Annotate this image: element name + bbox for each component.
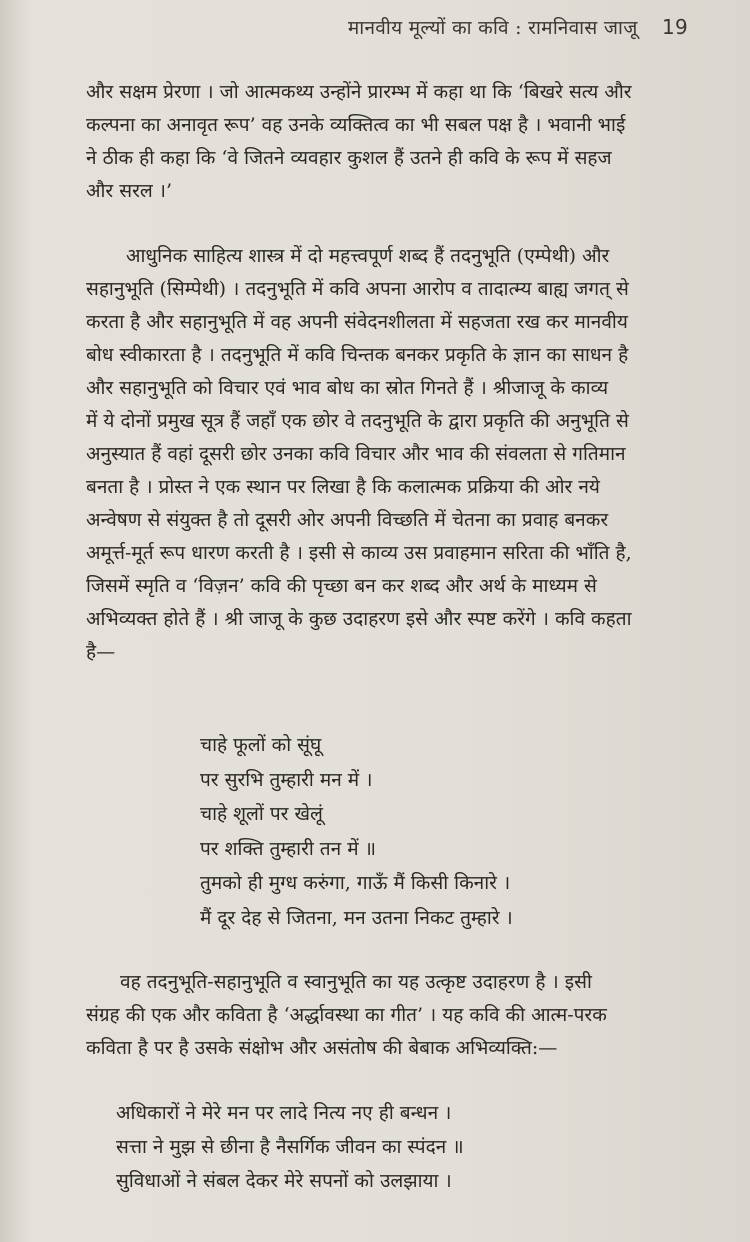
text-line: अमूर्त्त-मूर्त रूप धारण करती है । इसी से काव्य उस प्रवाहमान सरिता की भाँति है, bbox=[86, 542, 632, 564]
text-line: अन्वेषण से संयुक्त है तो दूसरी ओर अपनी विच्छति में चेतना का प्रवाह बनकर bbox=[86, 509, 609, 531]
text-line: और सरल ।’ bbox=[86, 180, 173, 202]
text-line: अनुस्यात हैं वहां दूसरी छोर उनका कवि विचार और भाव की संवलता से गतिमान bbox=[86, 443, 626, 465]
text-line: आधुनिक साहित्य शास्त्र में दो महत्त्वपूर्ण शब्द हैं तदनुभूति (एम्पेथी) और bbox=[126, 245, 610, 267]
paragraph-3 bbox=[86, 966, 708, 1065]
text-line: और सहानुभूति को विचार एवं भाव बोध का स्रोत गिनते हैं । श्रीजाजू के काव्य bbox=[86, 377, 609, 399]
verse-line: तुमको ही मुग्ध करुंगा, गाऊँ मैं किसी किनारे । bbox=[200, 872, 511, 894]
verse-line: पर शक्ति तुम्हारी तन में ॥ bbox=[200, 837, 377, 860]
text-line: में ये दोनों प्रमुख सूत्र हैं जहाँ एक छोर वे तदनुभूति के द्वारा प्रकृति की अनुभूति से bbox=[86, 410, 629, 432]
text-line: है— bbox=[86, 641, 116, 663]
verse-line: चाहे शूलों पर खेलूं bbox=[200, 803, 323, 825]
page-number: 19 bbox=[661, 15, 688, 39]
verse-line: पर सुरभि तुम्हारी मन में । bbox=[200, 768, 373, 791]
verse-line: सुविधाओं ने संबल देकर मेरे सपनों को उलझाया । bbox=[116, 1170, 452, 1192]
text-line: अभिव्यक्त होते हैं । श्री जाजू के कुछ उदाहरण इसे और स्पष्ट करेंगे । कवि कहता bbox=[86, 608, 632, 630]
verse-line: अधिकारों ने मेरे मन पर लादे नित्य नए ही बन्धन । bbox=[116, 1102, 452, 1124]
text-line: ने ठीक ही कहा कि ‘वे जितने व्यवहार कुशल हैं उतने ही कवि के रूप में सहज bbox=[86, 147, 612, 169]
text-line: जिसमें स्मृति व ‘विज़न’ कवि की पृच्छा बन कर शब्द और अर्थ के माध्यम से bbox=[86, 575, 597, 597]
running-title: मानवीय मूल्यों का कवि : रामनिवास जाजू bbox=[347, 17, 638, 39]
text-line: करता है और सहानुभूति में वह अपनी संवेदनशीलता में सहजता रख कर मानवीय bbox=[86, 311, 628, 333]
verse-quote-1 bbox=[200, 728, 513, 935]
paragraph-1 bbox=[86, 76, 708, 208]
text-line: और सक्षम प्रेरणा । जो आत्मकथ्य उन्होंने प्रारम्भ में कहा था कि ‘बिखरे सत्य और bbox=[86, 81, 632, 103]
page-header bbox=[348, 14, 688, 40]
verse-line: सत्ता ने मुझ से छीना है नैसर्गिक जीवन का स्पंदन ॥ bbox=[116, 1136, 464, 1158]
verse-line: चाहे फूलों को सूंघू bbox=[200, 734, 322, 756]
text-line: बनता है । प्रोस्त ने एक स्थान पर लिखा है कि कलात्मक प्रक्रिया की ओर नये bbox=[86, 476, 600, 498]
paragraph-2 bbox=[86, 240, 708, 669]
text-line: सहानुभूति (सिम्पेथी) । तदनुभूति में कवि अपना आरोप व तादात्म्य बाह्य जगत् से bbox=[86, 278, 629, 300]
text-line: वह तदनुभूति-सहानुभूति व स्वानुभूति का यह उत्कृष्ट उदाहरण है । इसी bbox=[120, 971, 592, 993]
verse-quote-2 bbox=[116, 1096, 464, 1198]
text-line: कविता है पर है उसके संक्षोभ और असंतोष की बेबाक अभिव्यक्ति:— bbox=[86, 1037, 558, 1059]
text-line: कल्पना का अनावृत रूप’ वह उनके व्यक्तित्व का भी सबल पक्ष है । भवानी भाई bbox=[86, 114, 626, 136]
verse-line: मैं दूर देह से जितना, मन उतना निकट तुम्हारे । bbox=[200, 906, 513, 929]
text-line: संग्रह की एक और कविता है ‘अर्द्धावस्था का गीत’ । यह कवि की आत्म-परक bbox=[86, 1004, 607, 1026]
text-line: बोध स्वीकारता है । तदनुभूति में कवि चिन्तक बनकर प्रकृति के ज्ञान का साधन है bbox=[86, 344, 629, 366]
